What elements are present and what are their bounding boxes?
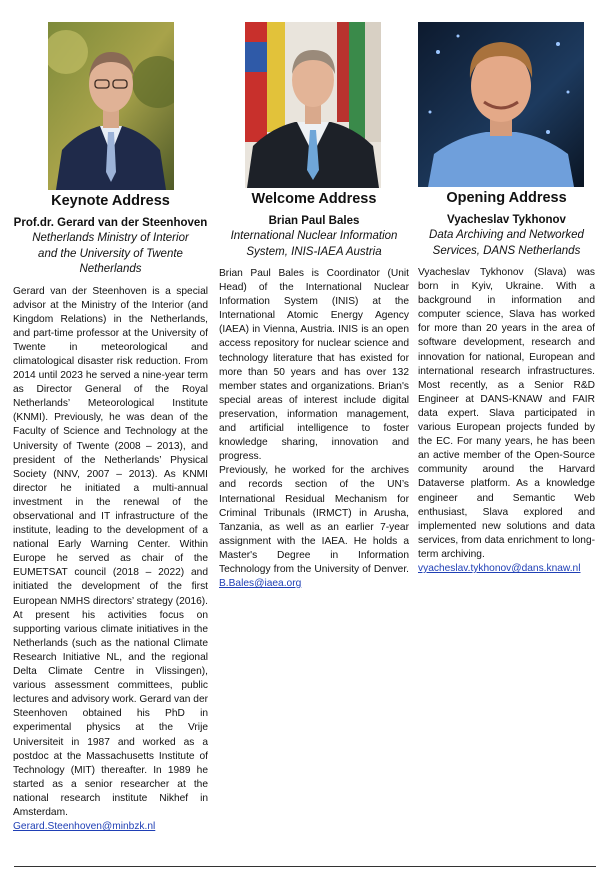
portrait-image — [418, 22, 584, 187]
speaker-photo — [418, 22, 584, 187]
speaker-opening — [418, 22, 595, 576]
speaker-name: Brian Paul Bales — [268, 215, 360, 227]
bio-text: Gerard van der Steenhoven is a special advisor at the Ministry of the Interior (and Kingdom Relations) in the Netherlands, and part-time professor at the University of Twente in meteorological and climatological disaster risk reduction. From 2014 until 2023 he served a nine-year term as Director General of the Royal Netherlands’ Meteorological Institute (KNMI). Previously, he was dean of the Faculty of Science and Technology at the University of Twente (2008 – 2013), and president of the Netherlands’ Physical Society (NNV, 2007 – 2013). As KNMI director he initiated a multi-annual investment in the renewal of the observational and IT infrastructure of the institute, leading to the development of a national Early Warning Center. Within Europe he served as chair of the EUMETSAT council (2018 – 2022) and initiated the development of the first European NMHS directors’ strategy (2016). At present his activities focus on supporting various climate initiatives in the Netherlands (such as the national Climate Research Initiative NL, and the regional Delta Climate Centre in Vlissingen), various assessment committees, public lectures and advisory work. Gerard van der Steenhoven obtained his PhD in experimental physics at the Vrije Universiteit in 1987 and worked as a postdoc at the Massachusetts Institute of Technology (MIT) thereafter. In 1989 he started as a senior researcher at the national research institute Nikhef in Amsterdam. — [13, 285, 208, 818]
speaker-bio — [418, 266, 595, 576]
speaker-bio — [219, 267, 409, 591]
role-heading: Welcome Address — [251, 191, 377, 207]
email-link[interactable]: B.Bales@iaea.org — [219, 578, 302, 590]
speaker-photo — [48, 22, 174, 190]
speaker-name: Prof.dr. Gerard van der Steenhoven — [13, 217, 208, 229]
speaker-welcome — [219, 22, 409, 591]
portrait-image — [245, 22, 381, 188]
speaker-affiliation: Netherlands Ministry of Interior and the University of Twente Netherlands — [32, 232, 189, 275]
bio-text: Brian Paul Bales is Coordinator (Unit Head) of the International Nuclear Information System (INIS) at the International Atomic Energy Agency (IAEA) in Vienna, Austria. INIS is an open access repository for nuclear science and technology literature that has existed for more than 50 years and has over 132 member states and organizations. Brian's special areas of interest include digital preservation, information management, and artificial intelligence to foster knowledge sharing, innovation and progress. — [219, 268, 409, 463]
bio-text: Vyacheslav Tykhonov (Slava) was born in Kyiv, Ukraine. With a background in information and computer science, Slava has worked for more than 20 years in the area of software development, research and innovation for national, European and international research infrastructures. Most recently, as a Senior R&D Engineer at DANS-KNAW and FAIR data expert. Slava participated in various European projects funded by the EC. For many years, he has been an active member of the Open-Source community around the Harvard Dataverse platform. As a knowledge engineer and Semantic Web enthusiast, Slava explored and implemented new solutions and data services, from data enrichment to long-term archiving. — [418, 267, 595, 560]
speaker-bio — [13, 285, 208, 835]
bottom-divider — [14, 866, 596, 867]
speaker-affiliation: International Nuclear Information System, INIS-IAEA Austria — [230, 230, 398, 258]
speaker-affiliation: Data Archiving and Networked Services, DANS Netherlands — [429, 229, 584, 257]
speaker-photo — [245, 22, 381, 188]
email-link[interactable]: Gerard.Steenhoven@minbzk.nl — [13, 821, 156, 833]
bio-text-continued — [219, 464, 409, 591]
email-link[interactable]: vyacheslav.tykhonov@dans.knaw.nl — [418, 562, 581, 574]
portrait-image — [48, 22, 174, 190]
speaker-keynote — [13, 22, 208, 834]
role-heading: Opening Address — [446, 190, 567, 206]
role-heading: Keynote Address — [51, 193, 170, 209]
bio-text-2: Previously, he worked for the archives and records section of the UN’s International Residual Mechanism for Criminal Tribunals (IRMCT) in Arusha, Tanzania, as well as an earlier 7-year assignment with the IAEA. He holds a Master's Degree in Information Technology from the University of Denver. — [219, 465, 409, 575]
speaker-name: Vyacheslav Tykhonov — [447, 214, 566, 226]
